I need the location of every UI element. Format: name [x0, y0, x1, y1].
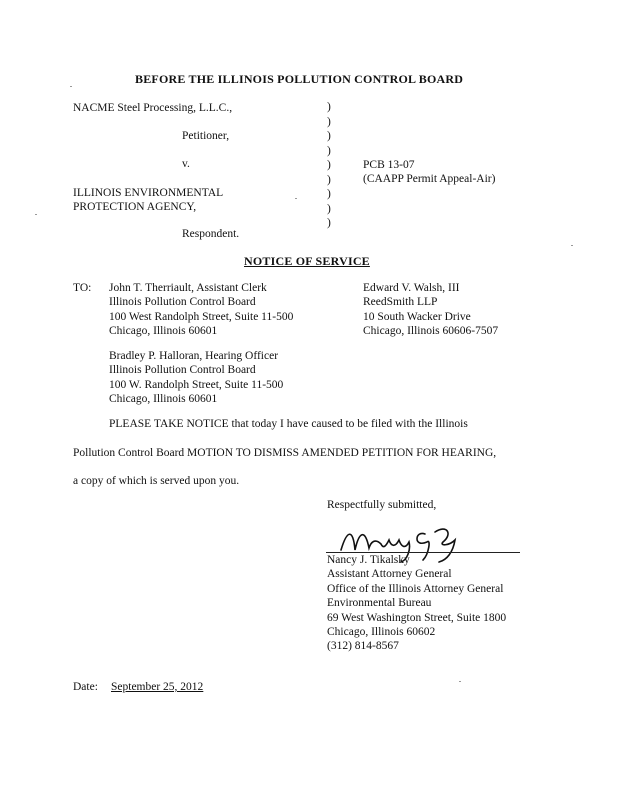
address-line: John T. Therriault, Assistant Clerk — [109, 282, 267, 294]
respondent-role: Respondent. — [182, 228, 240, 240]
body-line-2: Pollution Control Board MOTION TO DISMISS AMENDED PETITION FOR HEARING, — [73, 447, 497, 459]
page-title: BEFORE THE ILLINOIS POLLUTION CONTROL BOARD — [135, 72, 464, 86]
notice-heading: NOTICE OF SERVICE — [244, 254, 370, 268]
scan-speck — [571, 245, 573, 246]
scan-speck — [70, 86, 72, 87]
address-line: 100 West Randolph Street, Suite 11-500 — [109, 310, 294, 323]
petitioner-name: NACME Steel Processing, L.L.C., — [73, 102, 233, 114]
body-line-1: PLEASE TAKE NOTICE that today I have caused to be filed with the Illinois — [109, 418, 468, 430]
respondent-name-line2: PROTECTION AGENCY, — [73, 201, 197, 213]
address-line: Edward V. Walsh, III — [363, 282, 460, 294]
paren: ) — [327, 159, 331, 171]
scan-speck — [35, 214, 37, 215]
signer-line: (312) 814-8567 — [327, 640, 399, 653]
paren: ) — [327, 101, 331, 113]
paren: ) — [327, 217, 331, 229]
paren: ) — [327, 188, 331, 200]
signer-line: 69 West Washington Street, Suite 1800 — [327, 611, 507, 624]
recipient-hearing-officer — [109, 349, 283, 407]
paren: ) — [327, 144, 331, 157]
paren: ) — [327, 130, 331, 142]
case-number: PCB 13-07 — [363, 159, 415, 171]
paren: ) — [327, 173, 331, 186]
address-line: Illinois Pollution Control Board — [109, 364, 256, 377]
address-line: 10 South Wacker Drive — [363, 310, 471, 323]
signer-line: Assistant Attorney General — [327, 568, 452, 581]
caption-parens — [327, 100, 337, 231]
address-line: Chicago, Illinois 60606-7507 — [363, 325, 499, 338]
address-line: Illinois Pollution Control Board — [109, 296, 256, 309]
case-type: (CAAPP Permit Appeal-Air) — [363, 173, 496, 185]
paren: ) — [327, 115, 331, 128]
address-line: Chicago, Illinois 60601 — [109, 393, 218, 406]
recipient-counsel — [363, 281, 498, 339]
signer-name: Nancy J. Tikalsky — [327, 554, 410, 566]
to-label: TO: — [73, 282, 92, 294]
address-line: ReedSmith LLP — [363, 296, 438, 309]
date-label: Date: — [73, 681, 98, 693]
signature-block — [327, 553, 506, 654]
address-line: 100 W. Randolph Street, Suite 11-500 — [109, 378, 284, 391]
signer-line: Environmental Bureau — [327, 597, 432, 610]
recipient-clerk — [109, 281, 293, 339]
petitioner-role: Petitioner, — [182, 130, 230, 142]
respondent-name-line1: ILLINOIS ENVIRONMENTAL — [73, 187, 224, 199]
versus: v. — [182, 158, 190, 170]
signer-line: Office of the Illinois Attorney General — [327, 582, 504, 595]
signer-line: Chicago, Illinois 60602 — [327, 626, 436, 639]
scan-speck — [459, 681, 461, 682]
date-value: September 25, 2012 — [111, 681, 204, 693]
address-line: Chicago, Illinois 60601 — [109, 325, 218, 338]
closing: Respectfully submitted, — [327, 499, 437, 511]
address-line: Bradley P. Halloran, Hearing Officer — [109, 350, 279, 362]
scan-speck — [295, 198, 297, 199]
paren: ) — [327, 202, 331, 215]
body-line-3: a copy of which is served upon you. — [73, 475, 240, 487]
